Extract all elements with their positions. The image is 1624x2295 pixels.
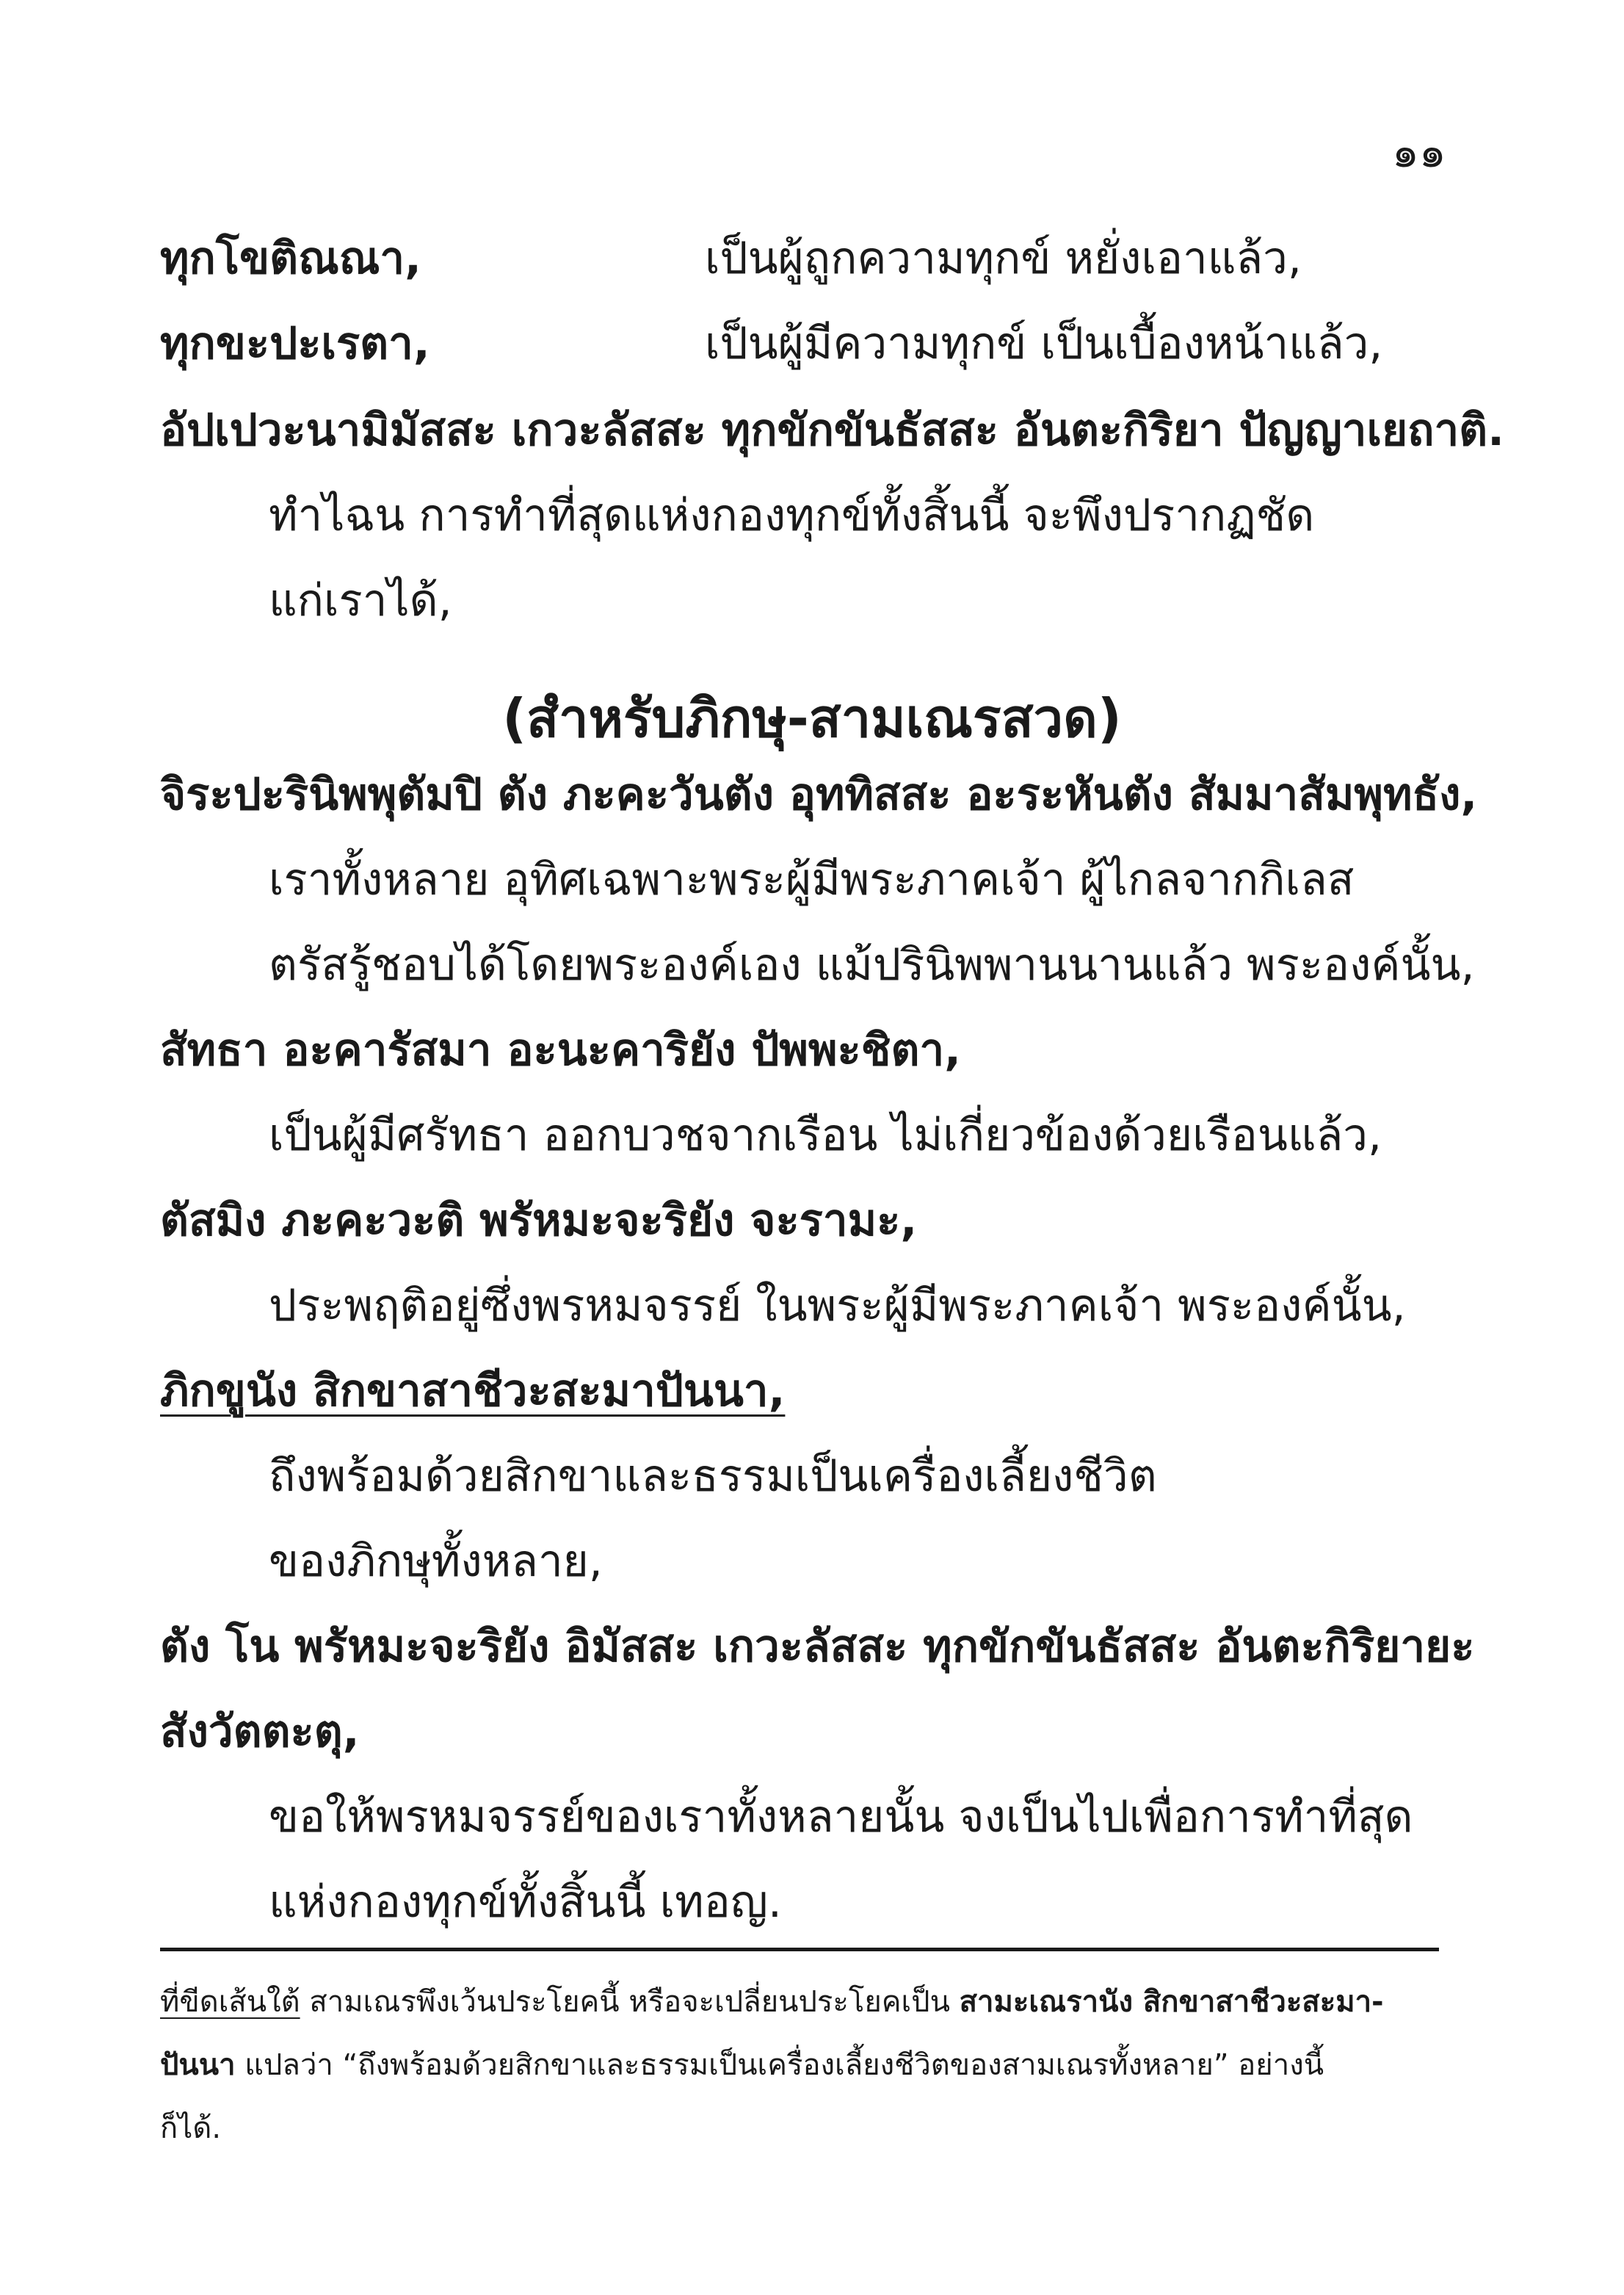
footnote-bold-1: สามะเณรานัง สิกขาสาชีวะสะมา- bbox=[959, 1985, 1384, 2019]
pali-line-dukkhotinna: ทุกโขติณณา, bbox=[160, 233, 421, 284]
translation-line-p1-1: เราทั้งหลาย อุทิศเฉพาะพระผู้มีพระภาคเจ้า ผู้ไกลจากกิเลส bbox=[269, 854, 1355, 906]
section-heading: (สำหรับภิกษุ-สามเณรสวด) bbox=[502, 687, 1122, 749]
pali-line-appevanama: อัปเปวะนามิมัสสะ เกวะลัสสะ ทุกขักขันธัสสะ อันตะกิริยา ปัญญาเยถาติ. bbox=[160, 405, 1504, 456]
translation-line-p4-1: ถึงพร้อมด้วยสิกขาและธรรมเป็นเครื่องเลี้ยงชีวิต bbox=[269, 1450, 1157, 1502]
translation-line-p3: ประพฤติอยู่ซึ่งพรหมจรรย์ ในพระผู้มีพระภาคเจ้า พระองค์นั้น, bbox=[269, 1280, 1406, 1331]
footnote-underlined-label: ที่ขีดเส้นใต้ bbox=[160, 1985, 300, 2019]
pali-line-tam-no-1: ตัง โน พรัหมะจะริยัง อิมัสสะ เกวะลัสสะ ทุกขักขันธัสสะ อันตะกิริยายะ bbox=[160, 1621, 1475, 1672]
footnote-line-3: ก็ได้. bbox=[160, 2111, 222, 2145]
translation-line-p5-1: ขอให้พรหมจรรย์ของเราทั้งหลายนั้น จงเป็นไปเพื่อการทำที่สุด bbox=[269, 1791, 1413, 1843]
footnote-bold-2: ปันนา bbox=[160, 2048, 236, 2082]
footnote-line-1 bbox=[160, 1987, 1384, 2017]
footnote-text-2: แปลว่า “ถึงพร้อมด้วยสิกขาและธรรมเป็นเครื่องเลี้ยงชีวิตของสามเณรทั้งหลาย” อย่างนี้ bbox=[235, 2048, 1324, 2082]
translation-line-p5-2: แห่งกองทุกข์ทั้งสิ้นนี้ เทอญ. bbox=[269, 1876, 782, 1928]
translation-line-p2: เป็นผู้มีศรัทธา ออกบวชจากเรือน ไม่เกี่ยวข้องด้วยเรือนแล้ว, bbox=[269, 1110, 1382, 1161]
page-number: ๑๑ bbox=[1392, 127, 1446, 177]
pali-line-tam-no-2: สังวัตตะตุ, bbox=[160, 1706, 360, 1757]
pali-line-dukkhapareta: ทุกขะปะเรตา, bbox=[160, 318, 430, 369]
pali-line-bhikkhunam-underlined: ภิกขูนัง สิกขาสาชีวะสะมาปันนา, bbox=[160, 1365, 786, 1417]
pali-line-ciraparinibbutam: จิระปะรินิพพุตัมปิ ตัง ภะคะวันตัง อุททิสสะ อะระหันตัง สัมมาสัมพุทธัง, bbox=[160, 769, 1478, 820]
translation-line-p4-2: ของภิกษุทั้งหลาย, bbox=[269, 1536, 603, 1587]
translation-line-2: แก่เราได้, bbox=[269, 575, 452, 626]
translation-line-1: ทำไฉน การทำที่สุดแห่งกองทุกข์ทั้งสิ้นนี้ จะพึงปรากฏชัด bbox=[269, 490, 1315, 541]
translation-line-dukkhotinna: เป็นผู้ถูกความทุกข์ หยั่งเอาแล้ว, bbox=[705, 233, 1302, 284]
pali-line-saddha: สัทธา อะคารัสมา อะนะคาริยัง ปัพพะชิตา, bbox=[160, 1024, 961, 1076]
translation-line-dukkhapareta: เป็นผู้มีความทุกข์ เป็นเบื้องหน้าแล้ว, bbox=[705, 318, 1383, 369]
footnote-line-2 bbox=[160, 2050, 1324, 2080]
translation-line-p1-2: ตรัสรู้ชอบได้โดยพระองค์เอง แม้ปรินิพพานนานแล้ว พระองค์นั้น, bbox=[269, 939, 1475, 991]
footnote-divider bbox=[160, 1948, 1439, 1951]
footnote-text-1: สามเณรพึงเว้นประโยคนี้ หรือจะเปลี่ยนประโยคเป็น bbox=[300, 1985, 960, 2019]
pali-line-tasmim: ตัสมิง ภะคะวะติ พรัหมะจะริยัง จะรามะ, bbox=[160, 1195, 918, 1246]
